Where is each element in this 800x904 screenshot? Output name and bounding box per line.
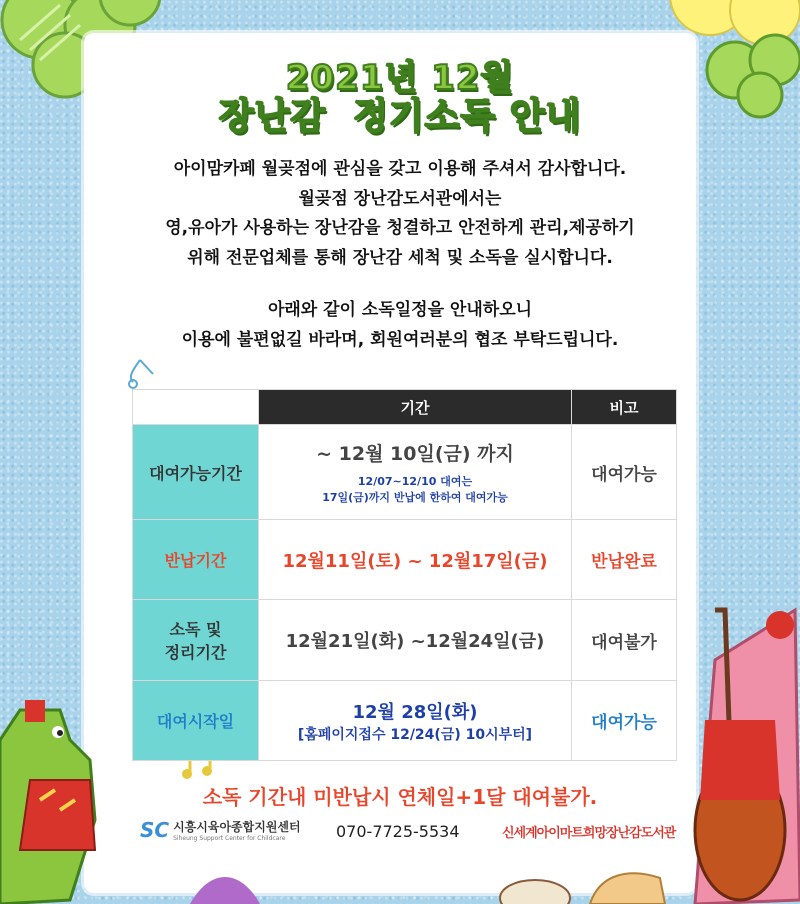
table-header-row <box>133 390 677 425</box>
header-blank-cell <box>133 390 259 425</box>
row-label: 반납기간 <box>133 520 259 600</box>
row-label: 대여가능기간 <box>133 425 259 520</box>
title-line-1: 2021년 12월 <box>285 58 515 98</box>
characters-illustration-bottom <box>190 848 690 904</box>
row-label: 대여시작일 <box>133 681 259 761</box>
header-note: 비고 <box>572 390 677 425</box>
period-subnote: 12/07~12/10 대여는 <box>357 474 473 488</box>
intro-line: 아이맘카페 월곶점에 관심을 갖고 이용해 주셔서 감사합니다. <box>173 159 627 179</box>
table-row <box>133 681 677 761</box>
row-note: 대여가능 <box>572 425 677 520</box>
org-name: 시흥시육아종합지원센터 <box>173 820 301 834</box>
period-subnote: 17일(금)까지 반납에 한하여 대여가능 <box>322 490 508 504</box>
table-row <box>133 600 677 681</box>
org-logo <box>140 818 301 842</box>
row-period: 12월21일(화) ~12월24일(금) <box>259 600 572 681</box>
table-row <box>133 425 677 520</box>
phone-number: 070-7725-5534 <box>336 822 460 841</box>
intro-line: 이용에 불편없길 바라며, 회원여러분의 협조 부탁드립니다. <box>181 329 619 350</box>
intro-line: 영,유아가 사용하는 장난감을 청결하고 안전하게 관리,제공하기 <box>165 218 635 238</box>
row-label-line: 소독 및 <box>169 620 222 639</box>
table-row <box>133 520 677 600</box>
org-logo-icon: SC <box>140 818 170 842</box>
intro-line: 아래와 같이 소독일정을 안내하오니 <box>267 300 533 320</box>
overdue-warning: 소독 기간내 미반납시 연체일+1달 대여불가. <box>202 785 598 809</box>
period-text: 12월 28일(화) <box>352 701 478 723</box>
period-subnote: [홈페이지접수 12/24(금) 10시부터] <box>297 726 533 743</box>
intro-paragraph-2 <box>0 296 800 355</box>
row-period <box>259 681 572 761</box>
org-subname: Siheung Support Center for Childcare <box>173 835 286 842</box>
library-logo-text: 신세계아이마트희망장난감도서관 <box>502 826 676 841</box>
row-label <box>133 600 259 681</box>
intro-line: 월곶점 장난감도서관에서는 <box>298 188 502 209</box>
row-note: 대여가능 <box>572 681 677 761</box>
row-note: 대여불가 <box>572 600 677 681</box>
row-period <box>259 425 572 520</box>
period-text: ~ 12월 10일(금) 까지 <box>316 442 514 465</box>
row-label-line: 정리기간 <box>164 643 227 662</box>
music-note-icon <box>125 352 160 394</box>
title-line-2: 장난감 정기소독 안내 <box>218 96 582 137</box>
row-note: 반납완료 <box>572 520 677 600</box>
intro-line: 위해 전문업체를 통해 장난감 세척 및 소독을 실시합니다. <box>187 247 613 268</box>
org-name-block <box>173 818 301 842</box>
schedule-table <box>132 389 677 761</box>
header-period: 기간 <box>259 390 572 425</box>
row-period: 12월11일(토) ~ 12월17일(금) <box>259 520 572 600</box>
intro-paragraph <box>0 155 800 273</box>
